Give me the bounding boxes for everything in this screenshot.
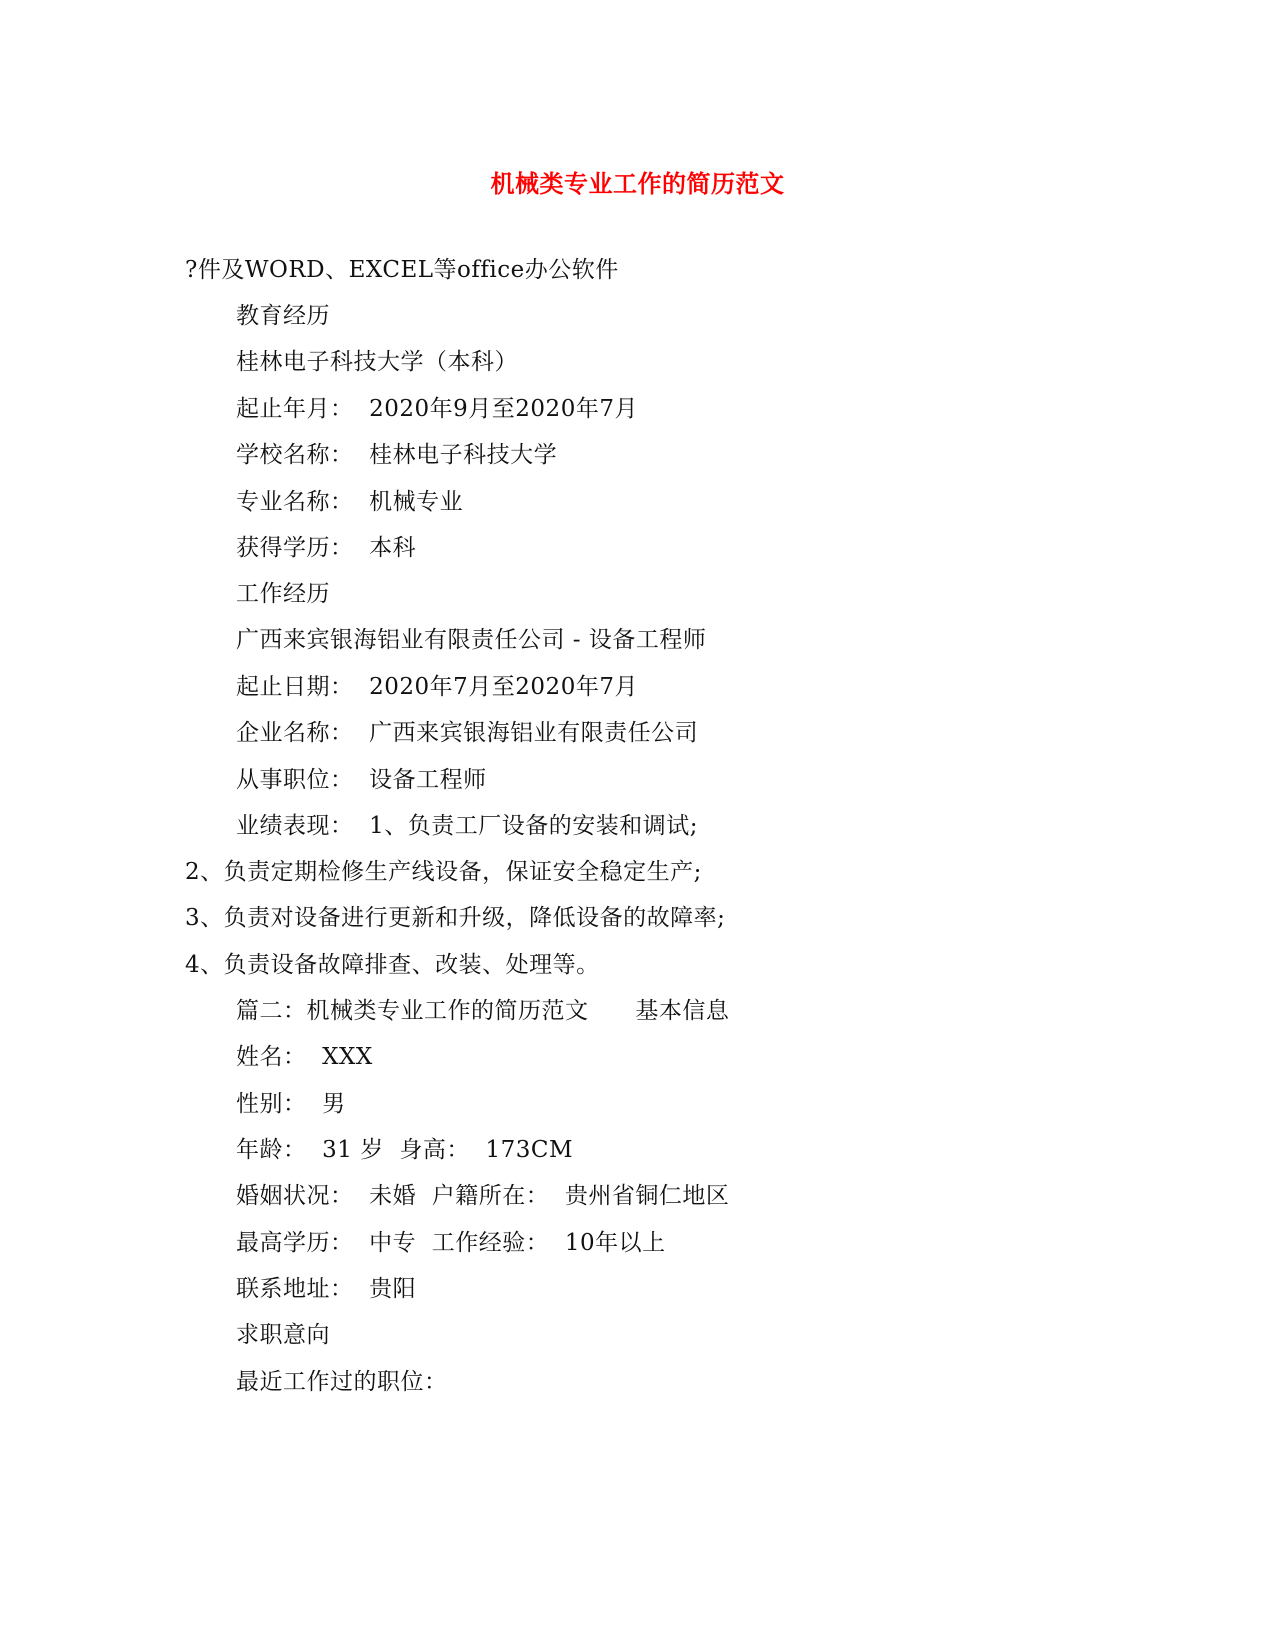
text-line: 学校名称： 桂林电子科技大学 (236, 442, 558, 468)
text-line: 3、负责对设备进行更新和升级，降低设备的故障率; (185, 905, 726, 931)
text-line: 企业名称： 广西来宾银海铝业有限责任公司 (236, 720, 699, 746)
text-line: 4、负责设备故障排查、改装、处理等。 (185, 952, 600, 978)
text-line: 年龄： 31 岁 身高： 173CM (236, 1137, 573, 1163)
text-line: 联系地址： 贵阳 (236, 1276, 417, 1302)
text-line: 姓名： XXX (236, 1044, 373, 1070)
text-line: 业绩表现： 1、负责工厂设备的安装和调试; (236, 813, 699, 839)
section-heading-job-intention: 求职意向 (236, 1322, 330, 1348)
text-line: 最高学历： 中专 工作经验： 10年以上 (236, 1230, 666, 1256)
section-heading-work: 工作经历 (236, 581, 330, 607)
text-line: 从事职位： 设备工程师 (236, 767, 487, 793)
document-title: 机械类专业工作的简历范文 (490, 169, 785, 198)
text-line: 获得学历： 本科 (236, 535, 417, 561)
text-line: 起止年月： 2020年9月至2020年7月 (236, 396, 638, 422)
text-line: 起止日期： 2020年7月至2020年7月 (236, 674, 638, 700)
text-line: 性别： 男 (236, 1091, 346, 1117)
section-heading-education: 教育经历 (236, 303, 330, 329)
text-line: 2、负责定期检修生产线设备，保证安全稳定生产; (185, 859, 702, 885)
text-line: 婚姻状况： 未婚 户籍所在： 贵州省铜仁地区 (236, 1183, 730, 1209)
text-line: 最近工作过的职位： (236, 1369, 448, 1395)
text-line: 广西来宾银海铝业有限责任公司 - 设备工程师 (236, 627, 707, 653)
section-heading-part-two: 篇二：机械类专业工作的简历范文 基本信息 (236, 998, 730, 1024)
text-line: 桂林电子科技大学（本科） (236, 349, 518, 375)
text-line: 专业名称： 机械专业 (236, 489, 464, 515)
text-line: ?件及WORD、EXCEL等office办公软件 (185, 257, 619, 283)
